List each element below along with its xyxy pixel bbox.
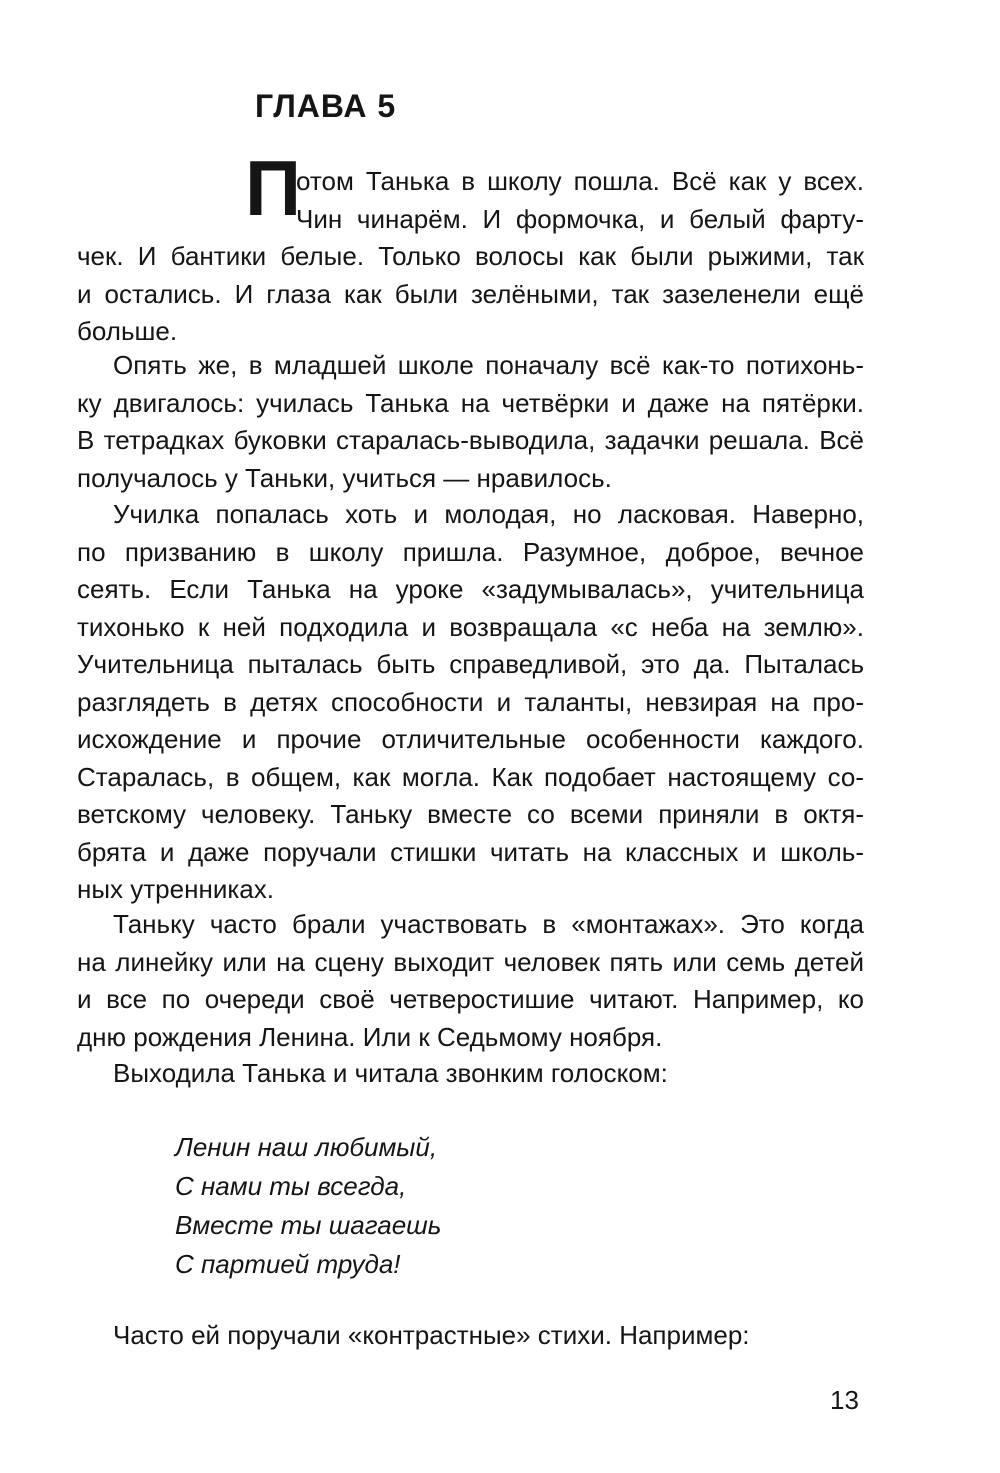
text-line: ных утренниках. [77,874,274,904]
poem [175,1128,441,1284]
poem-line: Ленин наш любимый, [175,1132,438,1162]
text-line: Учительница пыталась быть справедливой, это да. Пыталась [77,649,864,679]
text-line: отом Танька в школу пошла. Всё как у всех. [296,166,864,196]
text-line: дню рождения Ленина. Или к Седьмому ноября. [77,1021,663,1052]
poem-line: С нами ты всегда, [175,1171,407,1201]
text-line: по призванию в школу пришла. Разумное, доброе, вечное [77,536,864,567]
text-line: и все по очереди своё четверостишие читают. Например, ко [77,984,864,1014]
paragraph-2 [77,347,864,497]
text-line: и остались. И глаза как были зелёными, так зазеленели ещё [77,278,864,309]
text-line: чек. И бантики белые. Только волосы как были рыжими, так [77,241,864,271]
text-line: на линейку или на сцену выходит человек пять или семь детей [77,946,864,977]
text-line: Часто ей поручали «контрастные» стихи. Например: [113,1320,750,1350]
text-line: получалось у Таньки, учиться — нравилось. [77,462,612,493]
poem-line: С партией труда! [175,1249,401,1279]
text-line: тихонько к ней подходила и возвращала «с неба на землю». [77,611,864,642]
paragraph-4 [77,906,864,1056]
text-line: Училка попалась хоть и молодая, но ласковая. Наверно, [113,499,864,529]
text-line: разглядеть в детях способности и таланты, невзирая на про- [77,686,864,717]
text-line: Таньку часто брали участвовать в «монтажах». Это когда [113,909,864,939]
text-line: Выходила Танька и читала звонким голоском: [113,1058,668,1088]
text-line: Старалась, в общем, как могла. Как подобает настоящему со- [77,761,864,792]
paragraph-3 [77,496,864,909]
text-line: сеять. Если Танька на уроке «задумывалась», учительница [77,574,864,604]
paragraph-6 [77,1317,864,1355]
text-line: брята и даже поручали стишки читать на классных и школь- [77,836,864,867]
text-line: ветскому человеку. Таньку вместе со всеми приняли в октя- [77,799,864,829]
paragraph-1 [77,144,864,351]
text-line: больше. [77,316,178,346]
page-number: 13 [830,1385,859,1415]
paragraph-5 [77,1055,864,1093]
poem-line: Вместе ты шагаешь [175,1210,442,1240]
text-line: ку двигалось: училась Танька на четвёрки и даже на пятёрки. [77,387,864,418]
text-line: Чин чинарём. И формочка, и белый фарту- [296,203,864,234]
chapter-title: ГЛАВА 5 [255,88,397,124]
text-line: исхождение и прочие отличительные особенности каждого. [77,724,864,754]
text-line: Опять же, в младшей школе поначалу всё как-то потихонь- [113,350,864,380]
text-line: В тетрадках буковки старалась-выводила, задачки решала. Всё [77,425,864,455]
drop-cap-letter: П [245,144,302,232]
